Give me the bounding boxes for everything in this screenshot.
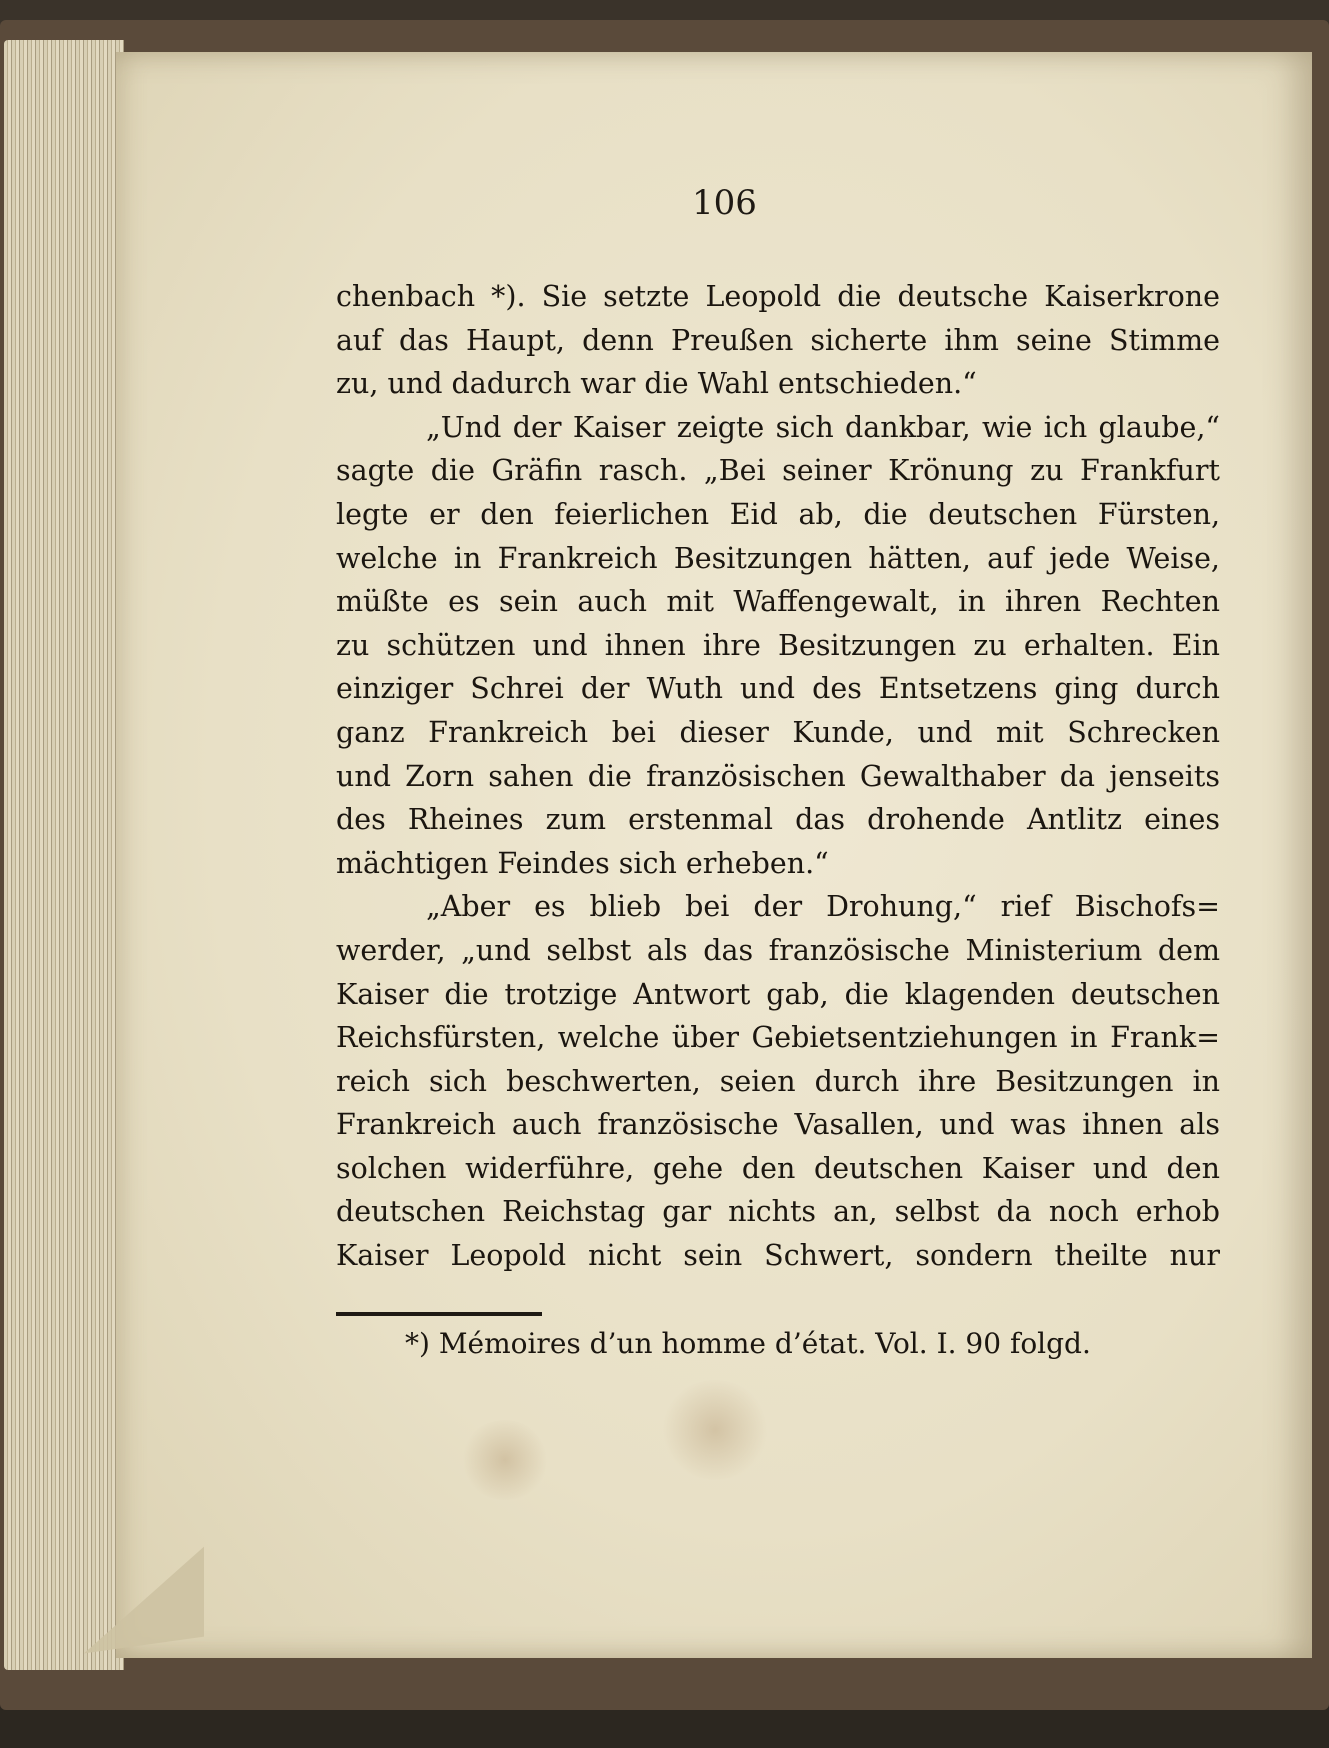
text-line: des Rheines zum erstenmal das drohende Antlitz eines [336,803,1220,837]
text-line: legte er den feierlichen Eid ab, die deutschen Fürsten, [336,497,1220,531]
footnote-rule [336,1312,542,1316]
text-line: Kaiser die trotzige Antwort gab, die klagenden deutschen [336,977,1220,1011]
text-line: Kaiser Leopold nicht sein Schwert, sondern theilte nur [336,1239,1220,1273]
text-line: einziger Schrei der Wuth und des Entsetzens ging durch [336,672,1220,706]
text-line: solchen widerführe, gehe den deutschen Kaiser und den [336,1151,1220,1185]
text-line: „Und der Kaiser zeigte sich dankbar, wie ich glaube,“ [426,410,1220,444]
text-line: zu, und dadurch war die Wahl entschieden.“ [336,367,977,401]
text-line: ganz Frankreich bei dieser Kunde, und mit Schrecken [336,715,1220,749]
text-line: deutschen Reichstag gar nichts an, selbst da noch erhob [336,1195,1220,1229]
dog-ear-corner [84,1547,204,1654]
paper-stain [660,1380,770,1480]
footnote: *) Mémoires d’un homme d’état. Vol. I. 90 folgd. [405,1327,1091,1360]
text-line: und Zorn sahen die französischen Gewalthaber da jenseits [336,759,1220,793]
text-line: auf das Haupt, denn Preußen sicherte ihm seine Stimme [336,323,1220,357]
text-line: sagte die Gräfin rasch. „Bei seiner Krönung zu Frankfurt [336,454,1220,488]
page-number: 106 [692,183,757,223]
text-line: zu schützen und ihnen ihre Besitzungen zu erhalten. Ein [336,628,1220,662]
text-line: müßte es sein auch mit Waffengewalt, in ihren Rechten [336,585,1220,619]
page-edges [4,40,124,1670]
body-text [336,275,1220,1278]
paper-stain [460,1420,550,1500]
text-line: Frankreich auch französische Vasallen, und was ihnen als [336,1108,1220,1142]
text-line: Reichsfürsten, welche über Gebietsentziehungen in Frank= [336,1021,1220,1055]
text-line: mächtigen Feindes sich erheben.“ [336,846,829,880]
text-line: reich sich beschwerten, seien durch ihre Besitzungen in [336,1064,1220,1098]
text-line: chenbach *). Sie setzte Leopold die deutsche Kaiserkrone [336,280,1220,313]
text-line: „Aber es blieb bei der Drohung,“ rief Bischofs= [426,890,1220,924]
text-line: welche in Frankreich Besitzungen hätten, auf jede Weise, [336,541,1220,575]
text-line: werder, „und selbst als das französische Ministerium dem [336,933,1220,967]
